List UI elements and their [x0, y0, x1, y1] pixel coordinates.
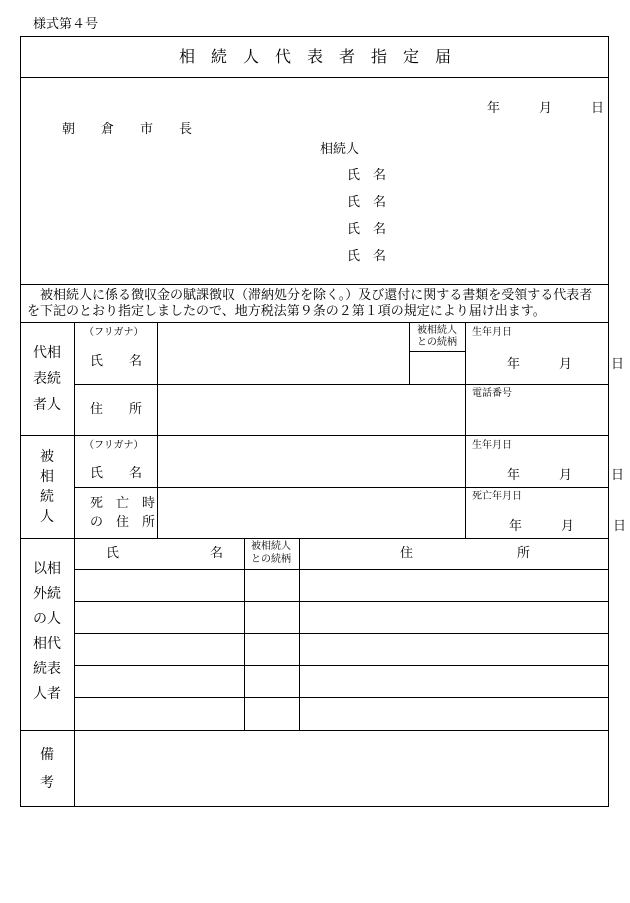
- death-date-field[interactable]: 年 月 日: [509, 519, 627, 534]
- rep-relation-field[interactable]: [410, 352, 464, 383]
- col-header-relation: との続柄: [251, 554, 291, 565]
- rep-side-label: [20, 346, 74, 412]
- side-label-char: の人: [33, 611, 61, 627]
- furigana-label: （フリガナ）: [84, 327, 144, 338]
- addressee: 朝 倉 市 長: [62, 122, 193, 137]
- rep-address-field[interactable]: [158, 385, 464, 434]
- relation-label: 被相続人: [417, 325, 457, 336]
- relation-label: との続柄: [417, 337, 457, 348]
- rep-name-field[interactable]: [158, 323, 408, 383]
- other-heir-address-field[interactable]: [300, 602, 608, 632]
- statement-line-1: 被相続人に係る徴収金の賦課徴収（滞納処分を除く。）及び還付に関する書類を受領する代表者: [27, 288, 593, 303]
- other-heir-relation-field[interactable]: [245, 666, 298, 696]
- remarks-field[interactable]: [75, 731, 608, 806]
- other-heir-relation-field[interactable]: [245, 602, 298, 632]
- side-label-char: 続: [40, 489, 54, 505]
- other-heir-name-field[interactable]: [75, 634, 243, 664]
- row-divider: [20, 538, 609, 539]
- date-field[interactable]: 年 月 日: [487, 101, 605, 116]
- col-header-name: 氏 名: [106, 546, 224, 561]
- other-heir-name-field[interactable]: [75, 602, 243, 632]
- divider: [20, 284, 609, 285]
- statement-line-2: を下記のとおり指定しましたので、地方税法第９条の２第１項の規定により届け出ます。: [27, 304, 546, 319]
- side-label-char: 続表: [33, 661, 61, 677]
- death-date-label: 死亡年月日: [472, 491, 522, 502]
- deceased-name-field[interactable]: [158, 436, 464, 486]
- side-label-char: 外続: [33, 586, 61, 602]
- col-header-relation: 被相続人: [251, 541, 291, 552]
- side-label-char: 人者: [33, 686, 61, 702]
- phone-label: 電話番号: [472, 388, 512, 399]
- deceased-side-label: [20, 450, 74, 524]
- side-label-char: 以相: [33, 561, 61, 577]
- deceased-name-label: 氏 名: [90, 466, 143, 481]
- side-label-char: 表続: [33, 371, 61, 387]
- other-heir-address-field[interactable]: [300, 570, 608, 600]
- other-heir-name-field[interactable]: [75, 698, 243, 729]
- heir-name-field[interactable]: 氏 名: [347, 249, 387, 264]
- side-label-char: 備: [40, 747, 54, 763]
- furigana-label: （フリガナ）: [84, 440, 144, 451]
- side-label-char: 人: [40, 509, 54, 525]
- deceased-birth-date-field[interactable]: 年 月 日: [507, 468, 625, 483]
- death-address-label: 死 亡 時: [90, 496, 156, 511]
- heir-label: 相続人: [320, 142, 360, 157]
- death-address-label: の 住 所: [90, 515, 156, 530]
- form-number: 様式第４号: [33, 17, 99, 32]
- side-label-char: 被: [40, 449, 54, 465]
- col-header-address: 住 所: [400, 546, 531, 561]
- other-heir-name-field[interactable]: [75, 666, 243, 696]
- other-heir-address-field[interactable]: [300, 698, 608, 729]
- form-title: 相 続 人 代 表 者 指 定 届: [178, 47, 451, 66]
- phone-field[interactable]: [466, 400, 608, 434]
- death-address-field[interactable]: [158, 488, 464, 537]
- heir-name-field[interactable]: 氏 名: [347, 222, 387, 237]
- other-heir-relation-field[interactable]: [245, 634, 298, 664]
- side-label-char: 相代: [33, 636, 61, 652]
- other-heir-address-field[interactable]: [300, 634, 608, 664]
- side-label-char: 代相: [33, 345, 61, 361]
- side-label-char: 考: [40, 775, 54, 791]
- heir-name-field[interactable]: 氏 名: [347, 195, 387, 210]
- other-heir-relation-field[interactable]: [245, 570, 298, 600]
- divider: [20, 77, 609, 78]
- remarks-side-label: [20, 748, 74, 790]
- side-label-char: 相: [40, 469, 54, 485]
- birth-date-label: 生年月日: [472, 327, 512, 338]
- other-heir-relation-field[interactable]: [245, 698, 298, 729]
- rep-name-label: 氏 名: [90, 354, 143, 369]
- other-heir-address-field[interactable]: [300, 666, 608, 696]
- rep-birth-date-field[interactable]: 年 月 日: [507, 357, 625, 372]
- other-heir-name-field[interactable]: [75, 570, 243, 600]
- other-heirs-side-label: [20, 562, 74, 701]
- side-label-char: 者人: [33, 397, 61, 413]
- birth-date-label: 生年月日: [472, 440, 512, 451]
- rep-address-label: 住 所: [90, 402, 143, 417]
- heir-name-field[interactable]: 氏 名: [347, 168, 387, 183]
